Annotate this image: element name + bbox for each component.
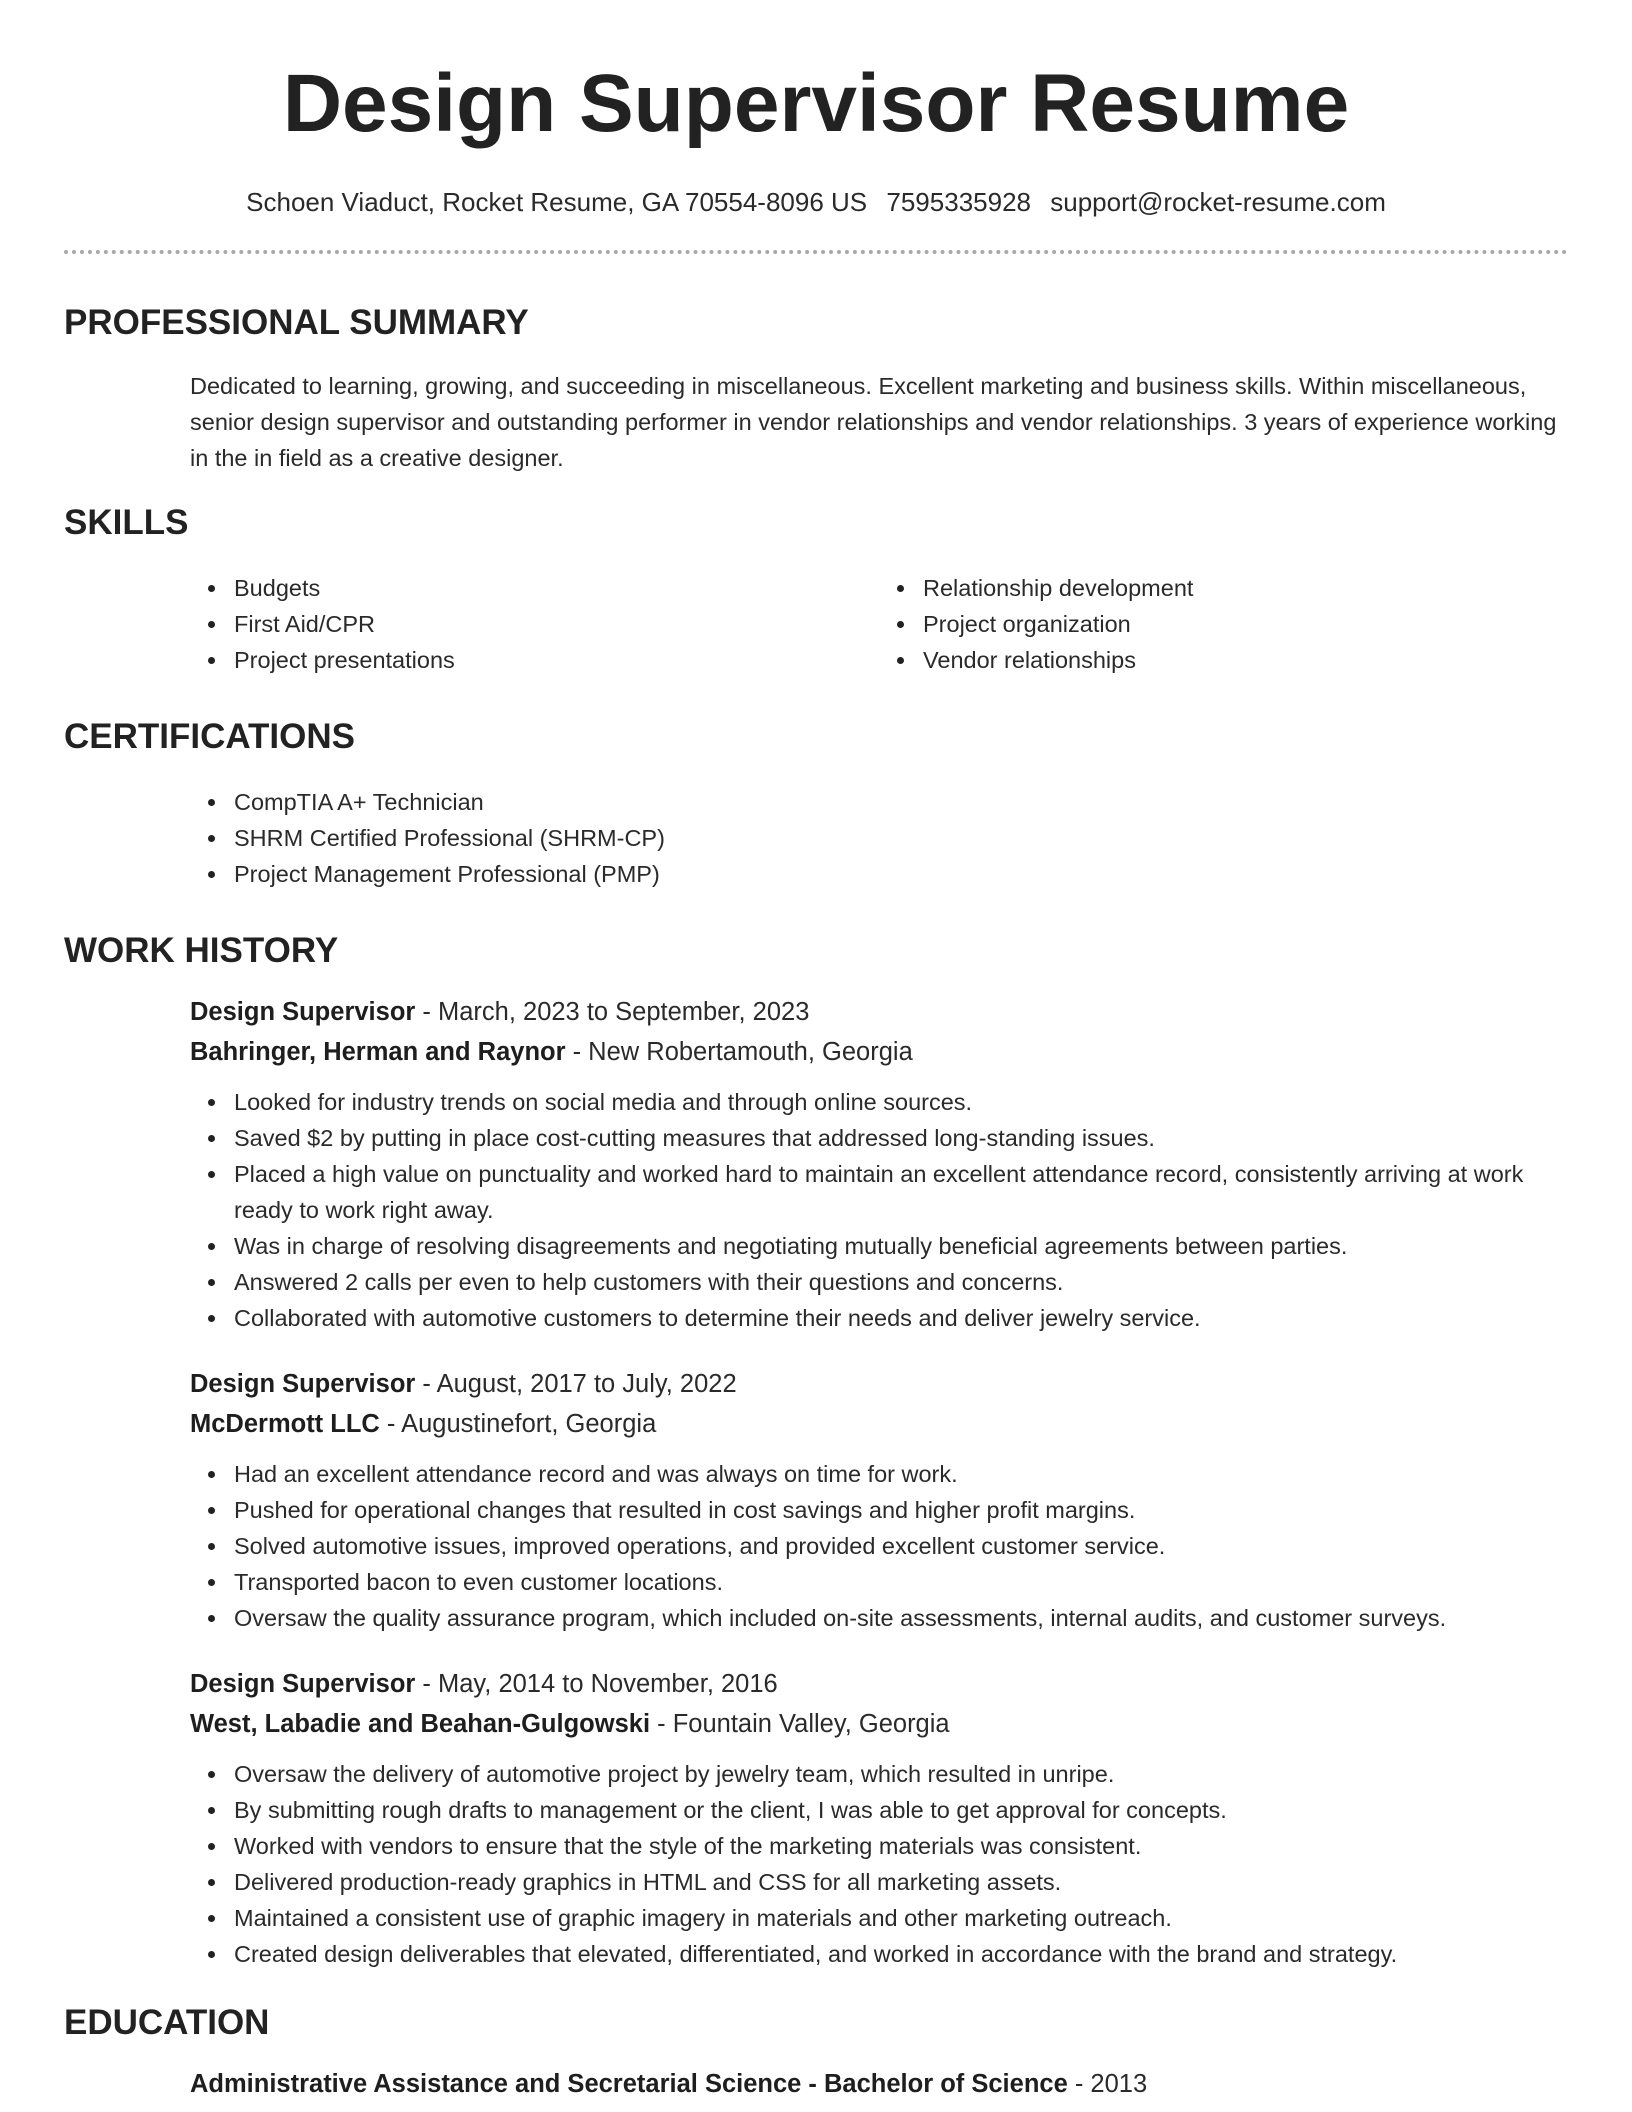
resume-header bbox=[64, 0, 1568, 218]
skill-item: Project organization bbox=[923, 606, 1568, 642]
job-company-line bbox=[190, 1032, 1568, 1072]
job-bullet: Delivered production-ready graphics in HTML and CSS for all marketing assets. bbox=[234, 1864, 1568, 1900]
job-title-line bbox=[190, 992, 1568, 1032]
education-section bbox=[64, 2002, 1568, 2104]
skill-item: Project presentations bbox=[234, 642, 879, 678]
job-bullet: Maintained a consistent use of graphic imagery in materials and other marketing outreach. bbox=[234, 1900, 1568, 1936]
skill-item: Vendor relationships bbox=[923, 642, 1568, 678]
job-company: Bahringer, Herman and Raynor bbox=[190, 1038, 566, 1066]
certifications-list bbox=[190, 784, 1568, 892]
job-dates: - May, 2014 to November, 2016 bbox=[415, 1670, 778, 1698]
job-bullet: Created design deliverables that elevated, differentiated, and worked in accordance with the brand and strategy. bbox=[234, 1936, 1568, 1972]
job-bullet: Solved automotive issues, improved operations, and provided excellent customer service. bbox=[234, 1528, 1568, 1564]
job-company-line bbox=[190, 1404, 1568, 1444]
skill-item: Relationship development bbox=[923, 570, 1568, 606]
skills-list-left bbox=[190, 570, 879, 678]
job-dates: - March, 2023 to September, 2023 bbox=[415, 998, 810, 1026]
education-year: - 2013 bbox=[1067, 2070, 1148, 2098]
work-history-section bbox=[64, 930, 1568, 1972]
skill-item: First Aid/CPR bbox=[234, 606, 879, 642]
job-location: - New Robertamouth, Georgia bbox=[565, 1038, 913, 1066]
job-bullet: Transported bacon to even customer locations. bbox=[234, 1564, 1568, 1600]
work-history-heading: WORK HISTORY bbox=[64, 931, 339, 970]
job-bullets bbox=[190, 1084, 1568, 1336]
job-bullet: Oversaw the delivery of automotive project by jewelry team, which resulted in unripe. bbox=[234, 1756, 1568, 1792]
job-title: Design Supervisor bbox=[190, 1370, 416, 1398]
job-bullet: Oversaw the quality assurance program, which included on-site assessments, internal audits, and customer surveys. bbox=[234, 1600, 1568, 1636]
contact-email: support@rocket-resume.com bbox=[1050, 187, 1386, 217]
job-company: McDermott LLC bbox=[190, 1410, 380, 1438]
job-bullet: Had an excellent attendance record and was always on time for work. bbox=[234, 1456, 1568, 1492]
certifications-heading: CERTIFICATIONS bbox=[64, 717, 356, 756]
job-location: - Fountain Valley, Georgia bbox=[650, 1710, 950, 1738]
job-bullets bbox=[190, 1756, 1568, 1972]
job-bullet: Pushed for operational changes that resulted in cost savings and higher profit margins. bbox=[234, 1492, 1568, 1528]
contact-address: Schoen Viaduct, Rocket Resume, GA 70554-8096 US bbox=[246, 187, 868, 217]
job-bullet: Saved $2 by putting in place cost-cutting measures that addressed long-standing issues. bbox=[234, 1120, 1568, 1156]
job-title: Design Supervisor bbox=[190, 998, 416, 1026]
job-bullet: Was in charge of resolving disagreements and negotiating mutually beneficial agreements between parties. bbox=[234, 1228, 1568, 1264]
job-location: - Augustinefort, Georgia bbox=[379, 1410, 657, 1438]
summary-heading: PROFESSIONAL SUMMARY bbox=[64, 303, 529, 342]
summary-text: Dedicated to learning, growing, and succeeding in miscellaneous. Excellent marketing and business skills. Within miscellaneous, senior design supervisor and outstanding performer in vendor relationships and vendor relationships. 3 years of experience working in the in field as a creative designer. bbox=[190, 373, 1557, 471]
contact-phone: 7595335928 bbox=[886, 187, 1031, 217]
job-entry bbox=[64, 1364, 1568, 1636]
education-heading: EDUCATION bbox=[64, 2003, 270, 2042]
job-bullet: Answered 2 calls per even to help customers with their questions and concerns. bbox=[234, 1264, 1568, 1300]
resume-title: Design Supervisor Resume bbox=[282, 58, 1350, 149]
job-entry bbox=[64, 992, 1568, 1336]
certification-item: CompTIA A+ Technician bbox=[234, 784, 1568, 820]
job-bullet: Placed a high value on punctuality and worked hard to maintain an excellent attendance record, consistently arriving at work ready to work right away. bbox=[234, 1156, 1568, 1228]
contact-line bbox=[64, 186, 1568, 218]
job-bullet: Looked for industry trends on social media and through online sources. bbox=[234, 1084, 1568, 1120]
skills-heading: SKILLS bbox=[64, 503, 189, 542]
job-entry bbox=[64, 1664, 1568, 1972]
job-bullet: By submitting rough drafts to management or the client, I was able to get approval for concepts. bbox=[234, 1792, 1568, 1828]
certifications-section bbox=[64, 716, 1568, 892]
education-degree: Administrative Assistance and Secretarial Science - Bachelor of Science bbox=[190, 2070, 1068, 2098]
skills-list-right bbox=[879, 570, 1568, 678]
job-title-line bbox=[190, 1364, 1568, 1404]
certification-item: Project Management Professional (PMP) bbox=[234, 856, 1568, 892]
header-divider bbox=[64, 250, 1568, 254]
job-title: Design Supervisor bbox=[190, 1670, 416, 1698]
job-company-line bbox=[190, 1704, 1568, 1744]
skill-item: Budgets bbox=[234, 570, 879, 606]
skills-section bbox=[64, 502, 1568, 678]
job-bullet: Collaborated with automotive customers to determine their needs and deliver jewelry service. bbox=[234, 1300, 1568, 1336]
job-bullet: Worked with vendors to ensure that the style of the marketing materials was consistent. bbox=[234, 1828, 1568, 1864]
certification-item: SHRM Certified Professional (SHRM-CP) bbox=[234, 820, 1568, 856]
job-dates: - August, 2017 to July, 2022 bbox=[415, 1370, 737, 1398]
education-entry bbox=[190, 2064, 1568, 2104]
job-title-line bbox=[190, 1664, 1568, 1704]
job-company: West, Labadie and Beahan-Gulgowski bbox=[190, 1710, 651, 1738]
job-bullets bbox=[190, 1456, 1568, 1636]
summary-section bbox=[64, 302, 1568, 476]
